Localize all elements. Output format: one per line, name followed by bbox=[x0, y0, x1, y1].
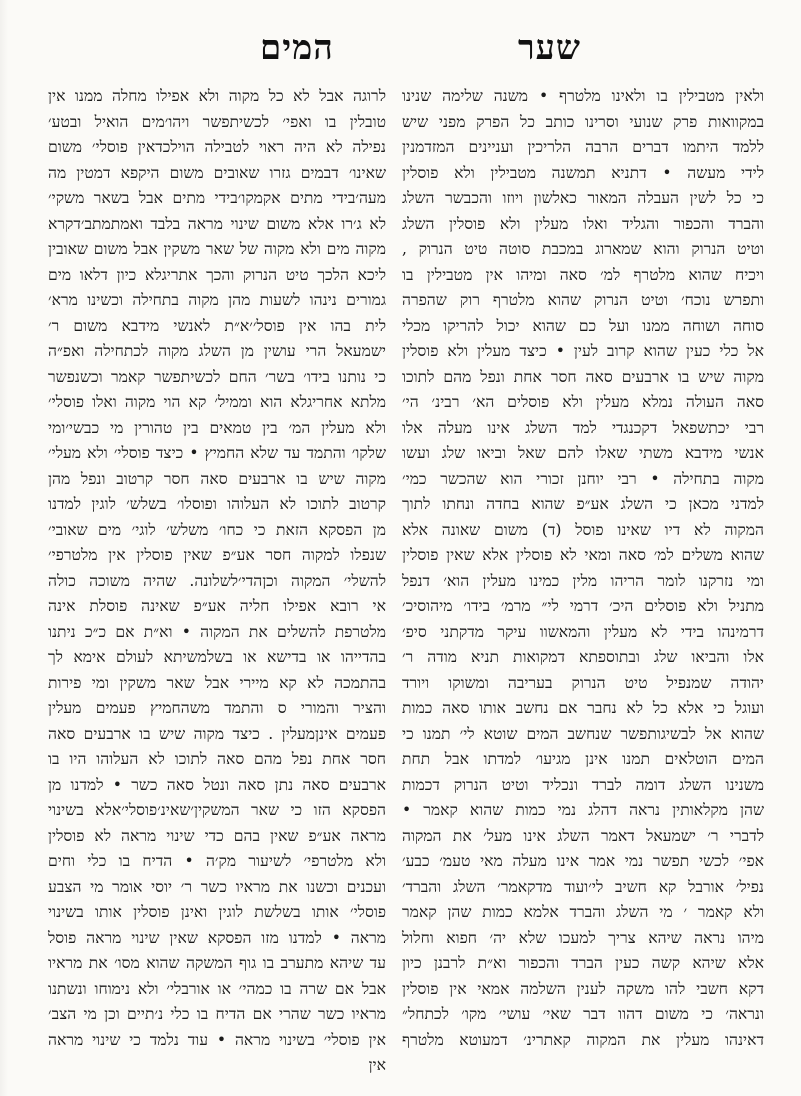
text-line: מיהו נראה שיהא צריך למעכו שלא יה׳ חפוא וחלול bbox=[402, 928, 764, 947]
text-line: יהודה שמנפיל טיט הנרוק בעריבה ומשוקו ויורד bbox=[402, 673, 764, 692]
text-line: להשלי׳ המקוה וכןהדי׳לשלונה. שהיה משוכה כולה bbox=[48, 571, 386, 590]
text-line: אין bbox=[368, 1056, 386, 1074]
text-line: מלתא אחריגלא הוא וממיל׳ קא הוי מקוה ואלו פוסלי׳ bbox=[48, 393, 386, 411]
text-line: משנינו השלג דומה לברד ונכליד וטיט הנרוק דכמות bbox=[402, 775, 764, 794]
text-line: אנשי מידבא משתי שאלו להם שאל וביאו שלג ועשו bbox=[402, 444, 764, 462]
text-line: סוחה ושוחה ממנו ועל כם שהוא יכול להריקו מכלי bbox=[402, 316, 764, 335]
text-line: לית בהו אין פוסל׳׳א״ת לאנשי מידבא משום ר׳ bbox=[48, 316, 386, 335]
text-line: מקוה שיש בו ארבעים סאה חסר קרטוב ונפל מהן bbox=[48, 469, 386, 488]
text-line: סאה העולה נמלא מעלין ולא פוסלים הא׳ רבינ׳ הי׳ bbox=[402, 393, 764, 411]
text-line: לרוגה אבל לא כל מקוה ולא אפילו מחלה ממנו אין bbox=[48, 87, 386, 105]
text-line: והציר והמורי ס והתמד משהחמיץ פעמים מעלין bbox=[48, 699, 386, 717]
text-line: ישמעאל הרי עושין מן השלג מקוה לכתחילה ואפ״ה bbox=[48, 342, 386, 360]
text-line: למדני מכאן כי השלג אע״פ שהוא בחדה ונחתו לתוך bbox=[402, 495, 764, 513]
text-line: וטיט הנרוק והוא שמארוג במכבת סוטה טיט הנרוק , bbox=[402, 240, 764, 258]
text-column-left bbox=[48, 84, 386, 1074]
text-line: גמורים נינהו לשעות מהן מקוה בתחילה וכשינו מרא׳ bbox=[48, 291, 386, 309]
text-line: ויכיח שהוא מלטרף למ׳ סאה ומיהו אין מטבילין בו bbox=[402, 265, 764, 284]
scan-edge bbox=[0, 0, 8, 1096]
text-line: ולא מלטרפי׳ לשיעור מק׳ה • הדיח בו כלי וחים bbox=[48, 852, 386, 870]
text-line: ולא קאמר ׳ מי השלג והברד אלמא כמות שהן קאמר bbox=[402, 903, 764, 921]
text-line: אלא שיהא קשה כעין הברד והכפור וא״ת לרבנן כיון bbox=[402, 954, 764, 972]
text-line: ועכנים וכשנו את מראיו כשר ר׳ יוסי אומר מי הצבע bbox=[48, 877, 386, 896]
text-line: במקוואות פרק שנועי וסרינו כותב כל הפרק מפני שיש bbox=[402, 112, 764, 131]
text-line: מראה • למדנו מזו הפסקא שאין שינוי מראה פוסל bbox=[48, 928, 386, 947]
text-line: המקוה לא דיו שאינו פוסל (ד) משום שאונה אלא bbox=[402, 520, 764, 539]
text-line: ומי נזרקנו לומר הריהו מלין כמינו מעלין הוא׳ דנפל bbox=[402, 571, 764, 590]
text-line: ולאין מטבילין בו ולאינו מלטרף • משנה שלימה שנינו bbox=[402, 87, 764, 105]
text-line: מתניל ולא פוסלים היכ׳ דרמי לי״ מרמ׳ בידו׳ מיהוסיכ׳ bbox=[402, 597, 764, 615]
text-line: מראה אע״פ שאין בהם כדי שינוי מראה לא פוסלין bbox=[48, 826, 386, 845]
text-line: בהתמכה לא קא מיירי אבל שאר משקין ומי פירות bbox=[48, 673, 386, 692]
text-line: נפיל׳ אורבל קא חשיב לי׳ועוד מדקאמר׳ השלג והברד׳ bbox=[402, 877, 764, 896]
text-line: אי רובא אפילו חליה אע״פ שאינה פוסלת אינה bbox=[48, 597, 386, 615]
text-line: מקוה מים ולא מקוה של שאר משקין אבל משום שאובין bbox=[48, 240, 386, 258]
text-line: טובלין בו ואפי׳ לכשיתפשר ויהו׳מים הואיל ובטע׳ bbox=[48, 112, 386, 131]
text-line: דרמינהו בידי לא מעלין והמאשוו עיקר מדקתני סיפ׳ bbox=[402, 622, 764, 641]
text-line: מלטרפת להשלים את המקוה • וא״ת אם כ״כ ניתנו bbox=[48, 622, 386, 641]
text-line: מקוה בתחילה • רבי יוחנן זכורי הוא שהכשר כמי׳ bbox=[402, 469, 764, 488]
text-line: ותפרש נוכח׳ וטיט הנרוק שהוא מלטרף רוק שהפרה bbox=[402, 291, 764, 309]
text-line: לידי מעשה • דתניא תמשנה מטבילין ולא פוסלין bbox=[402, 163, 764, 182]
text-line: ועוגל כי אלא כל לא נחבר אם נחשב אותו סאה כמות bbox=[402, 699, 764, 717]
text-line: מראיו כשר שהרי אם הדיח בו כלי נ׳תיים וכן מי הצב׳ bbox=[48, 1005, 386, 1023]
text-line: והברד והכפור והגליד ואלו מעלין ולא פוסלין השלג bbox=[402, 214, 764, 233]
text-line: אין פוסלי׳ בשינוי מראה • עוד נלמד כי שינוי מראה bbox=[48, 1030, 386, 1049]
text-line: אלו והביאו שלג ובתוספתא דמקואות תניא מודה ר׳ bbox=[402, 648, 764, 666]
text-line: שנפלו למקוה חסר אע״פ שאין פוסלין אין מלטרפי׳ bbox=[48, 546, 386, 564]
text-line: מקוה שיש בו ארבעים סאה חסר אחת ונפל מהם לתוכו bbox=[402, 367, 764, 386]
text-line: ארבעים סאה נתן סאה ונטל סאה כשר • למדנו מן bbox=[48, 775, 386, 794]
text-line: מן הפסקא הזאת כי כחו׳ משלש׳ לוגי׳ מים שאובי׳ bbox=[48, 520, 386, 539]
page-header bbox=[38, 22, 761, 74]
text-line: פעמים אינןמעלין . כיצד מקוה שיש בו ארבעים סאה bbox=[48, 724, 386, 743]
text-line: לדברי ר׳ ישמעאל דאמר השלג אינו מעל׳ את המקוה bbox=[402, 826, 764, 845]
text-line: דאינהו מעלין את המקוה קאתרינ׳ דמעוטא מלטרף bbox=[402, 1030, 764, 1049]
text-line: בהדייהו או בדישא או בשלמשיתא לעולם אימא לך bbox=[48, 648, 386, 666]
header-left-title: המים bbox=[260, 28, 334, 68]
text-line: פוסלי׳ אותו בשלשת לוגין ואינן פוסלין אותו בשינוי bbox=[48, 903, 386, 921]
text-line: כי כל לשין העבלה המאור כאלשון ויוזו והכבשר השלג bbox=[402, 189, 764, 207]
text-line: אפי׳ לכשי תפשר נמי אמר אינו מעלה מאי טעמ׳ כבע׳ bbox=[402, 852, 764, 870]
text-line: ולא מעלין המ׳ בין טמאים בין טהורין מי כבשי׳ומי bbox=[48, 418, 386, 437]
text-line: שהוא משלים למ׳ סאה ומאי לא פוסלין אלא שאין פוסלין bbox=[402, 546, 764, 564]
text-line: דקא חשבי להו משקה לענין השלמה אמאי אין פוסלין bbox=[402, 979, 764, 998]
text-line: הפסקא הזו כי שאר המשקין׳שאינ׳פוסלי׳אלא בשינוי bbox=[48, 801, 386, 819]
text-line: מעה׳בידי מתים אקמקו׳בידי מתים אבל בשאר משקי׳ bbox=[48, 189, 386, 207]
text-line: ונראה׳ כי משום דהוו דבר שאי׳ עושי׳ מקו׳ לכתחל״ bbox=[402, 1005, 764, 1023]
text-line: המים הוטלאים תמנו אינן מגיעו׳ למדתו אבל תחת bbox=[402, 750, 764, 768]
text-line: ללמד היתמו דברים הרבה הלריכין ועניינים המזדמנין bbox=[402, 138, 764, 156]
text-line: חסר אחת נפל מהם סאה לתוכו לא העלוהו היו בו bbox=[48, 750, 386, 768]
text-line: קרטוב לתוכו לא העלוהו ופוסלו׳ בשלש׳ לוגין למדנו bbox=[48, 495, 386, 513]
header-right-title: שער bbox=[517, 28, 581, 68]
text-line: אל כלי כעין שהוא קרוב לעין • כיצד מעלין ולא פוסלין bbox=[402, 342, 764, 360]
text-line: רבי יכתשפאל דקכנגדי למד השלג אינו מעלה אלו bbox=[402, 418, 764, 437]
text-line: שלקו׳ והתמד עד שלא החמיץ • כיצד פוסלי׳ ולא מעלי׳ bbox=[48, 444, 386, 462]
text-line: כי נותנו בידו׳ בשר׳ החם לכשיתפשר קאמר וכשנפשר bbox=[48, 367, 386, 386]
text-line: נפילה לא היה ראוי לטבילה הוילכדאין פוסלי׳ משום bbox=[48, 138, 386, 156]
text-line: שאינו׳ דבמים גזרו שאובים משום היקפא דמטין מה bbox=[48, 163, 386, 182]
text-line: עד שיהא מתערב בו גוף המשקה שהוא מסו׳ את מראיו bbox=[48, 954, 386, 972]
text-line: שהוא אל לבשיגותפשר שנחשב המים שוטא לי׳ תמנו כי bbox=[402, 724, 764, 743]
text-column-right bbox=[402, 84, 764, 1056]
text-line: שהן מקלאותין נראה דהלג נמי כמות שהוא קאמר • bbox=[402, 801, 764, 819]
text-line: אבל אם שרה בו כמהי׳ או אורבלי׳ ולא נימוחו ונשתנו bbox=[48, 979, 386, 998]
text-line: לא ג׳רו אלא משום שינוי מראה בלבד ואמתמתב׳דקרא bbox=[48, 214, 386, 233]
text-line: ליכא הלכך טיט הנרוק והכך אתריגלא כיון דלאו מים bbox=[48, 265, 386, 284]
